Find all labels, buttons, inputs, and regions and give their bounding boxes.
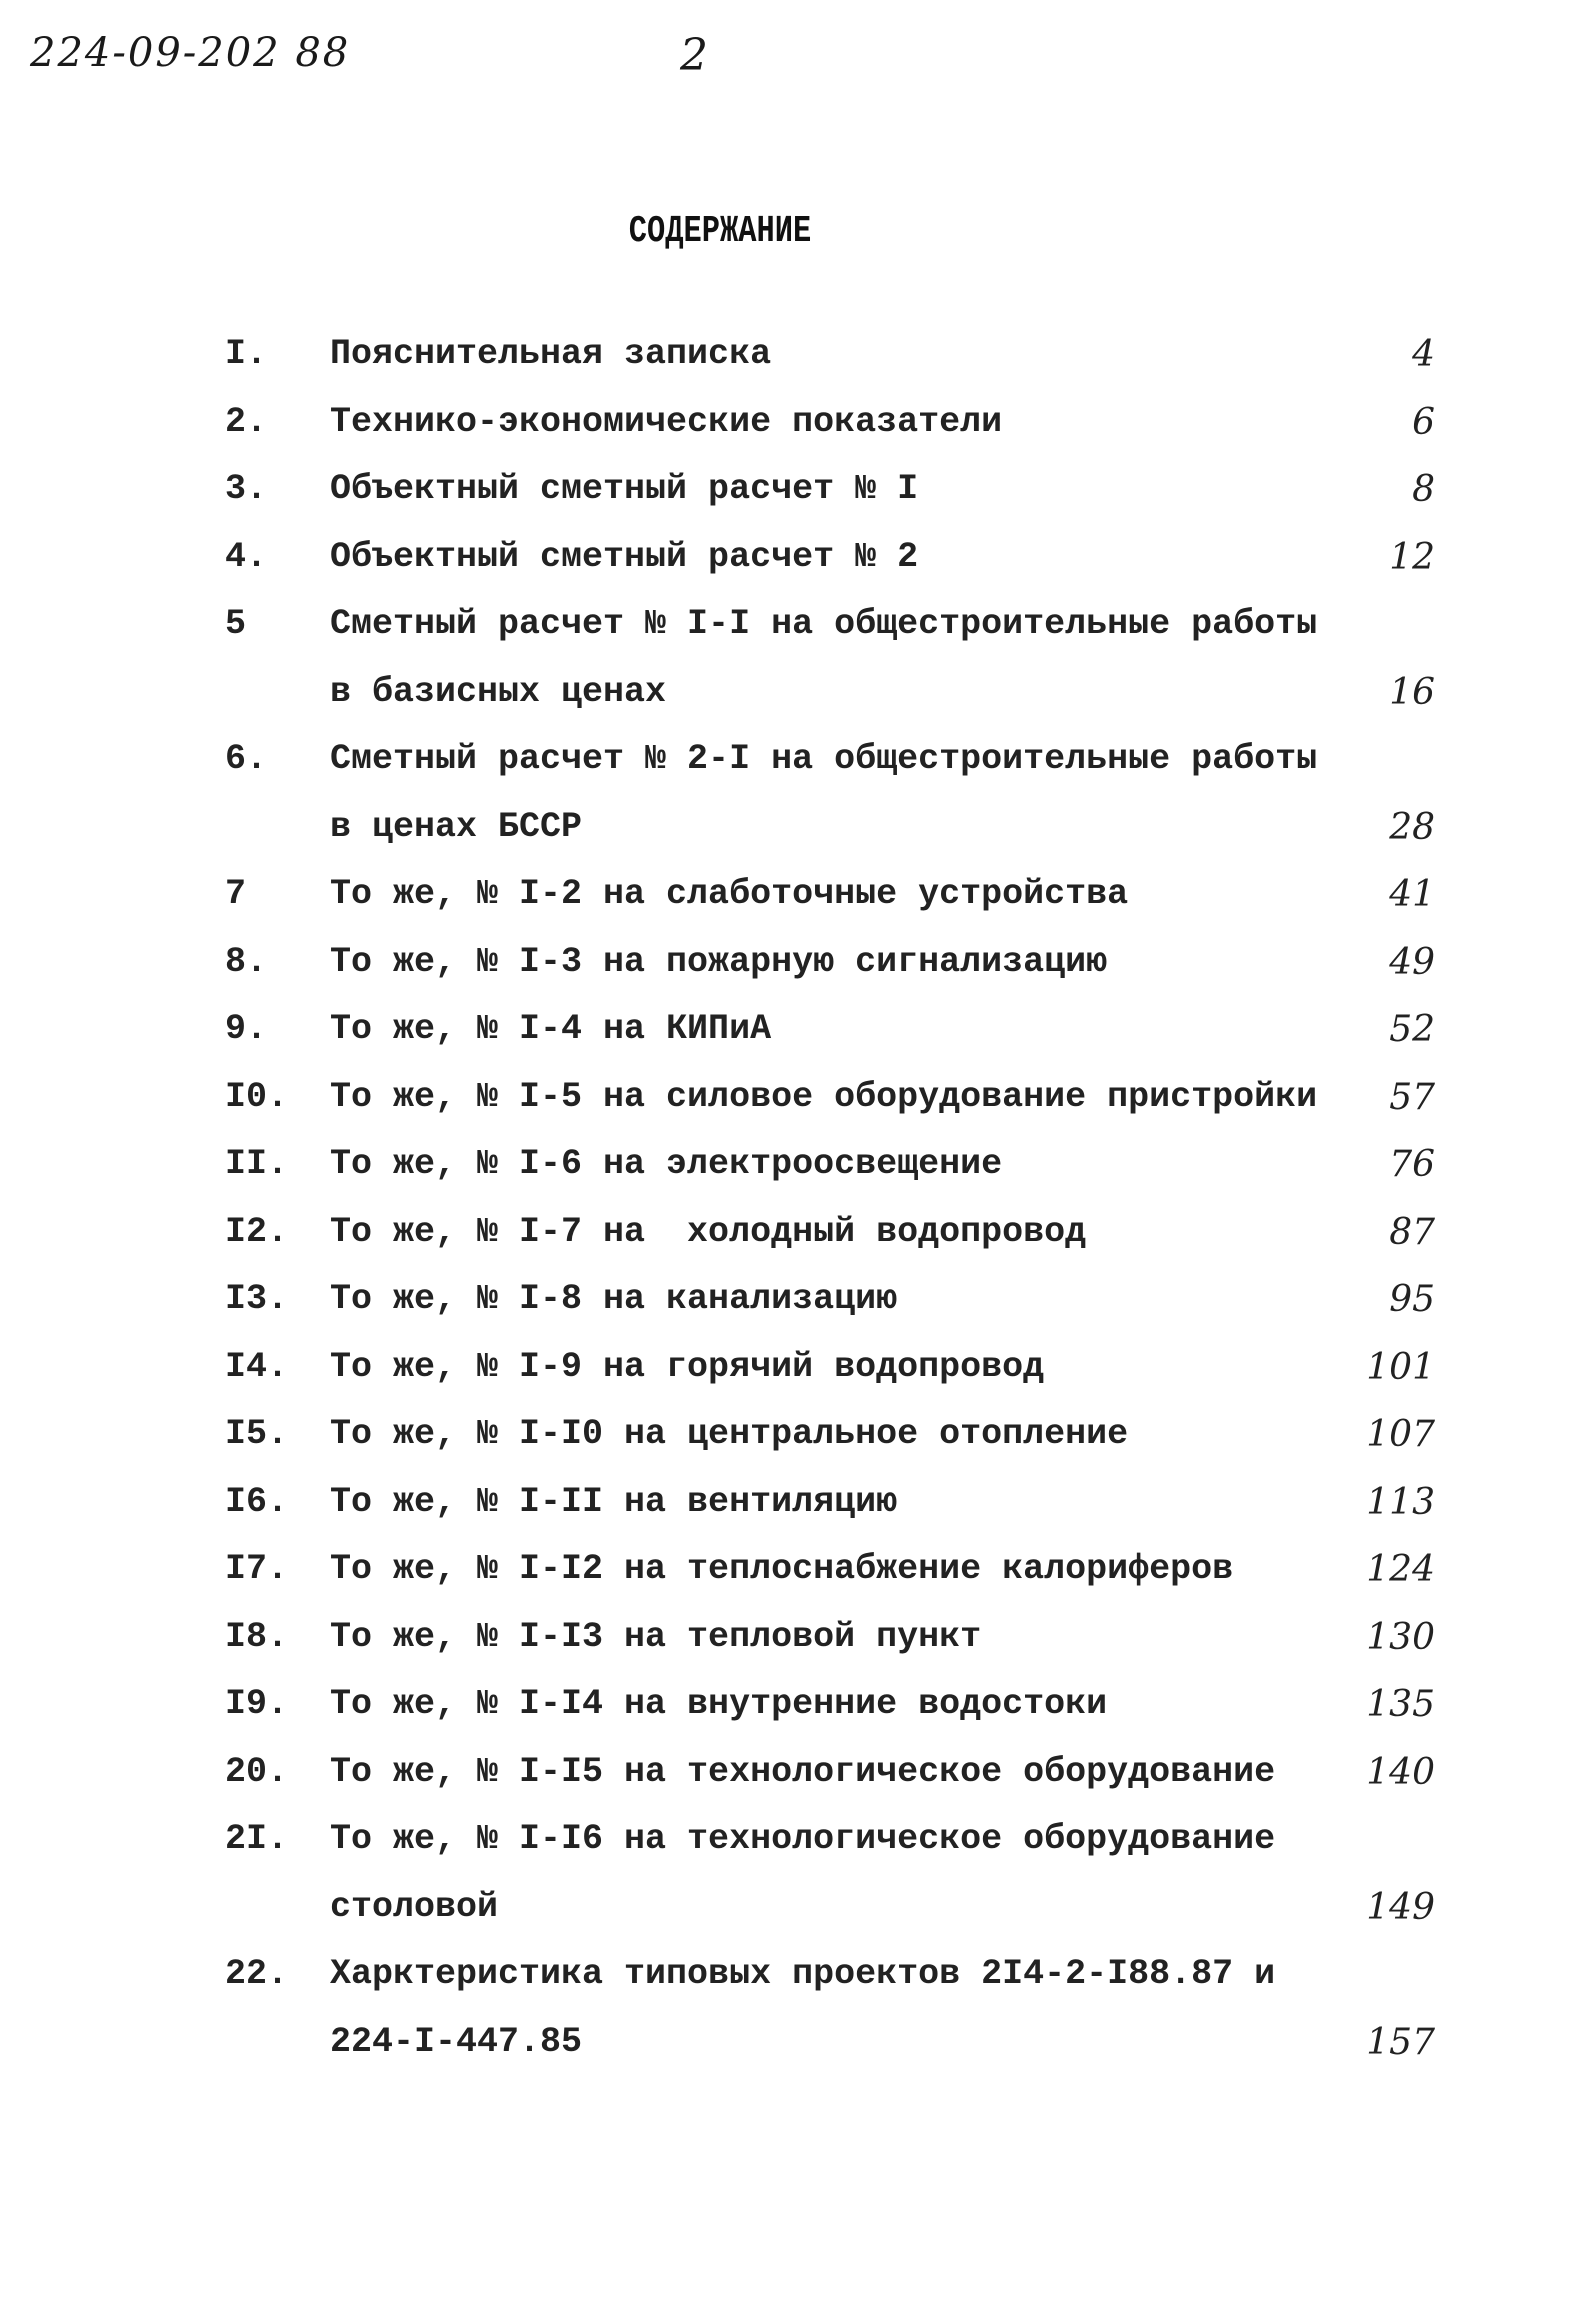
toc-entry-title: Объектный сметный расчет № I [330,469,919,509]
toc-entry [225,456,1485,524]
toc-entry [225,1401,1485,1469]
toc-entry-page: 52 [1389,1009,1435,1050]
toc-entry [225,524,1485,592]
toc-entry-title: То же, № I-6 на электроосвещение [330,1144,1003,1184]
toc-entry-number: I0. [225,1076,289,1117]
toc-entry-number: I7. [225,1549,289,1589]
toc-entry [225,321,1485,389]
toc-entry-page: 6 [1412,401,1435,443]
toc-entry [225,1806,1485,1941]
toc-entry-number: 6. [225,739,268,779]
toc-entry-number: I9. [225,1684,289,1724]
toc-entry-number: 9. [225,1009,268,1049]
toc-entry-number: I5. [225,1414,289,1454]
toc-entry-title: То же, № I-3 на пожарную сигнализацию [330,941,1108,982]
toc-entry-page: 57 [1389,1076,1435,1118]
toc-entry-number: 3. [225,469,268,509]
toc-entry-page: 107 [1366,1414,1435,1455]
toc-entry-page: 149 [1366,1886,1435,1928]
toc-entry-page: 28 [1389,806,1435,848]
toc-entry [225,996,1485,1064]
toc-entry-page: 157 [1366,2021,1435,2063]
toc-entry [225,1941,1485,2076]
toc-entry-title: Сметный расчет № 2-I на общестроительные работы [330,739,1318,779]
toc-entry-title: То же, № I-I2 на теплоснабжение калориферов [330,1549,1234,1589]
toc-entry-number: I6. [225,1481,289,1522]
toc-entry-page: 76 [1389,1144,1435,1185]
toc-entry-number: 4. [225,536,268,577]
toc-entry [225,1536,1485,1604]
page-title: СОДЕРЖАНИЕ [628,210,812,253]
toc-entry [225,1266,1485,1334]
toc-entry-title: в базисных ценах [330,671,667,712]
toc-entry-title: То же, № I-5 на силовое оборудование пристройки [330,1076,1318,1117]
toc-entry-number: I2. [225,1211,289,1252]
toc-entry-number: I8. [225,1616,289,1657]
toc-entry-page: 41 [1389,874,1435,915]
toc-entry-page: 130 [1366,1616,1435,1658]
toc-entry-number: I4. [225,1346,289,1387]
toc-entry-title: То же, № I-I4 на внутренние водостоки [330,1684,1108,1724]
toc-entry-page: 12 [1389,536,1435,578]
toc-entry [225,1334,1485,1402]
toc-entry-title: То же, № I-I3 на тепловой пункт [330,1616,982,1657]
toc-entry [225,1064,1485,1132]
toc-entry-number: 2. [225,401,268,442]
toc-entry-page: 140 [1366,1751,1435,1793]
toc-entry-number: I3. [225,1279,289,1319]
toc-entry-page: 8 [1412,469,1435,510]
toc-entry-page: 95 [1389,1279,1435,1320]
table-of-contents [225,321,1485,2076]
toc-entry [225,389,1485,457]
page-number: 2 [680,30,708,81]
toc-entry-title: Пояснительная записка [330,334,772,374]
toc-entry-title: То же, № I-7 на холодный водопровод [330,1211,1087,1252]
toc-entry-number: 20. [225,1751,289,1792]
toc-entry-title: в ценах БССР [330,806,583,847]
toc-entry [225,1671,1485,1739]
toc-entry-number: 22. [225,1954,289,1994]
toc-entry-title: столовой [330,1886,499,1927]
toc-entry-title: То же, № I-8 на канализацию [330,1279,898,1319]
toc-entry [225,591,1485,726]
toc-entry-title: Харктеристика типовых проектов 2I4-2-I88.87 и [330,1954,1276,1994]
toc-entry [225,1604,1485,1672]
toc-entry-page: 16 [1389,671,1435,713]
toc-entry-page: 113 [1366,1481,1435,1523]
toc-entry-number: 7 [225,874,247,914]
toc-entry-title: То же, № I-2 на слаботочные устройства [330,874,1129,914]
toc-entry-title: То же, № I-I5 на технологическое оборудование [330,1751,1276,1792]
toc-entry-page: 87 [1389,1211,1435,1253]
toc-entry-page: 135 [1366,1684,1435,1725]
toc-entry-title: Технико-экономические показатели [330,401,1003,442]
toc-entry-number: 5 [225,604,247,644]
toc-entry-page: 124 [1366,1549,1435,1590]
toc-entry-title: Сметный расчет № I-I на общестроительные работы [330,604,1318,644]
toc-entry-page: 49 [1389,941,1435,983]
toc-entry [225,1469,1485,1537]
toc-entry-title: То же, № I-I6 на технологическое оборудование [330,1819,1276,1859]
toc-entry-title: Объектный сметный расчет № 2 [330,536,919,577]
toc-entry [225,726,1485,861]
toc-entry-title: То же, № I-4 на КИПиА [330,1009,772,1049]
document-code: 224-09-202 88 [30,30,351,76]
toc-entry [225,1739,1485,1807]
toc-entry-number: 2I. [225,1819,289,1859]
toc-entry-number: 8. [225,941,268,982]
toc-entry-number: I. [225,334,268,374]
toc-entry [225,929,1485,997]
toc-entry [225,1199,1485,1267]
toc-entry-page: 4 [1412,334,1435,375]
toc-entry-title: 224-I-447.85 [330,2021,583,2062]
toc-entry [225,861,1485,929]
toc-entry-title: То же, № I-9 на горячий водопровод [330,1346,1045,1387]
toc-entry [225,1131,1485,1199]
toc-entry-title: То же, № I-I0 на центральное отопление [330,1414,1129,1454]
toc-entry-number: II. [225,1144,289,1184]
toc-entry-page: 101 [1366,1346,1435,1388]
toc-entry-title: То же, № I-II на вентиляцию [330,1481,898,1522]
